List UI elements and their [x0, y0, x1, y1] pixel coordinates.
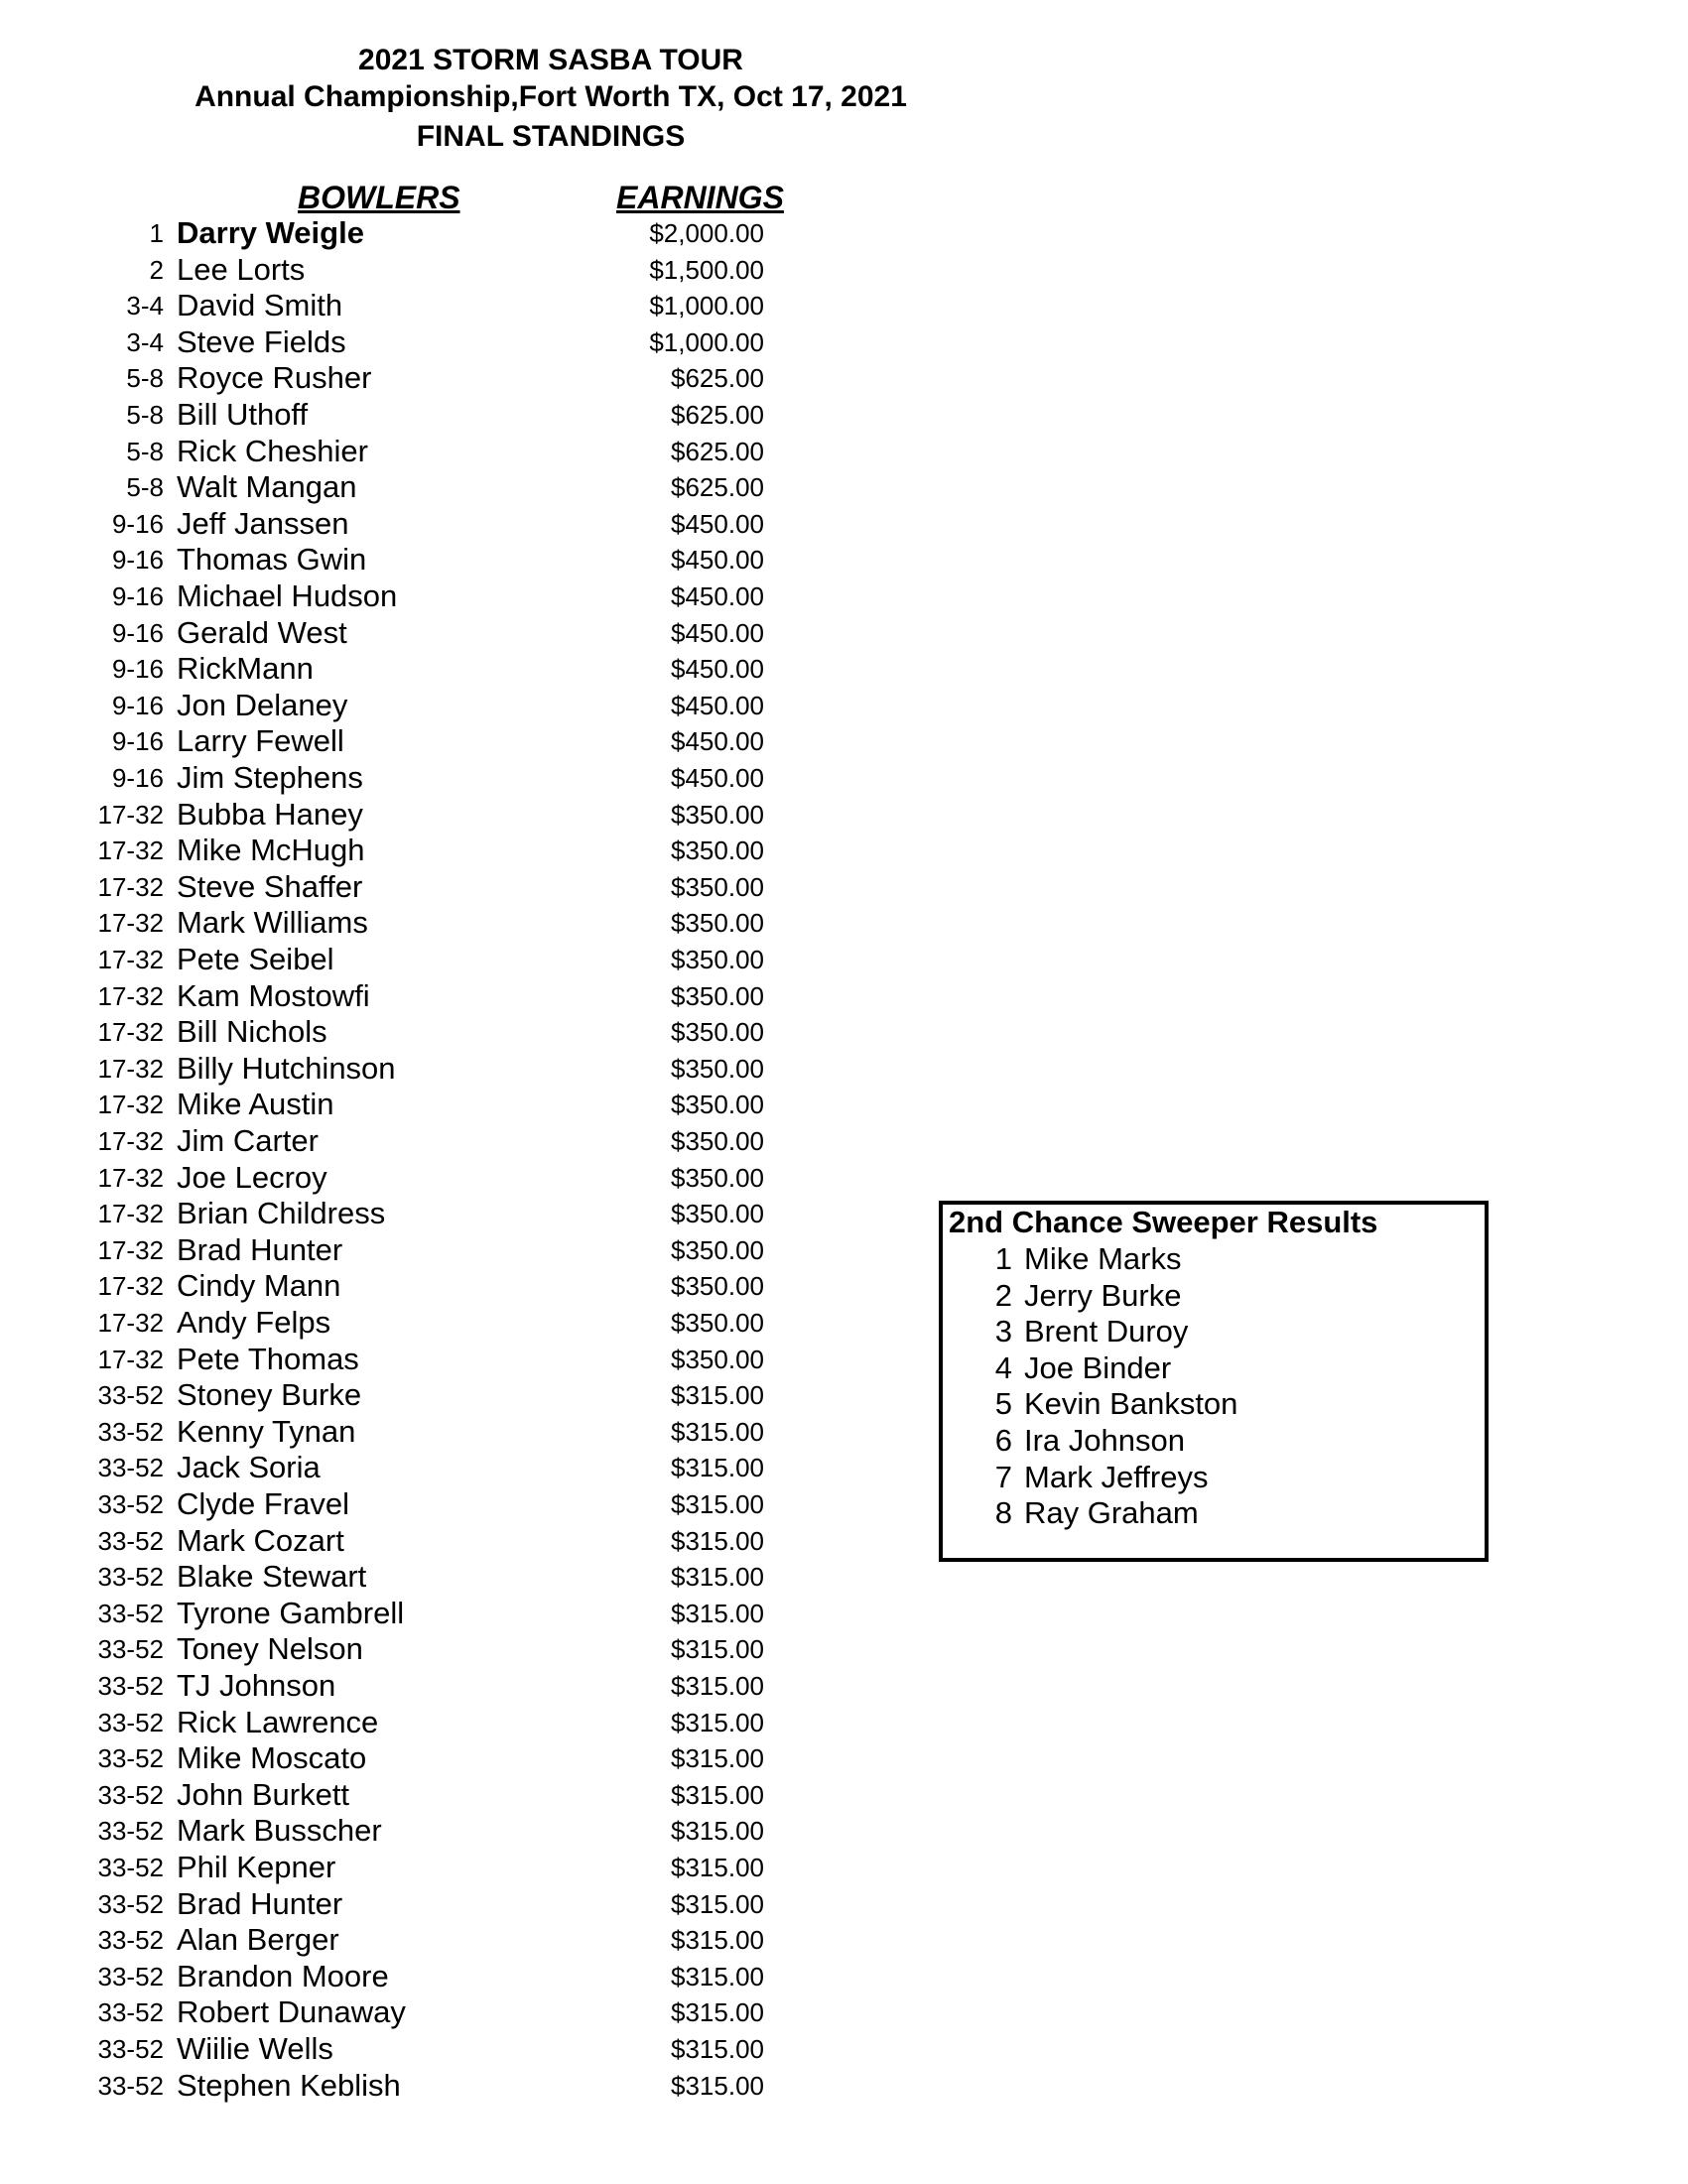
- table-row: [0, 324, 893, 360]
- place-cell: 33-52: [97, 1598, 164, 1628]
- place-cell: 5-8: [126, 400, 164, 430]
- table-row: [0, 1596, 893, 1631]
- place-cell: 17-32: [97, 835, 164, 866]
- table-row: [0, 1886, 893, 1922]
- bowler-name-cell: Pete Seibel: [177, 942, 334, 976]
- table-row: [0, 1523, 893, 1559]
- bowler-name-cell: Lee Lorts: [177, 251, 306, 287]
- bowler-name-cell: Gerald West: [177, 614, 347, 650]
- table-row: [0, 942, 893, 977]
- sweeper-results-box: [939, 1201, 1489, 1562]
- place-cell: 33-52: [97, 1671, 164, 1701]
- table-row: [0, 688, 893, 723]
- sweeper-name: Jerry Burke: [1024, 1277, 1182, 1313]
- column-header-bowlers: BOWLERS: [298, 180, 460, 215]
- earnings-cell: $1,000.00: [649, 291, 764, 321]
- table-row: [0, 1486, 893, 1522]
- sweeper-rank: 7: [994, 1459, 1012, 1494]
- place-cell: 17-32: [97, 1017, 164, 1048]
- earnings-cell: $450.00: [671, 654, 764, 685]
- page-title-tour: 2021 STORM SASBA TOUR: [358, 44, 743, 76]
- place-cell: 33-52: [97, 1453, 164, 1483]
- sweeper-name: Kevin Bankston: [1024, 1386, 1238, 1422]
- earnings-cell: $450.00: [671, 581, 764, 611]
- bowler-name-cell: Toney Nelson: [177, 1631, 363, 1667]
- bowler-name-cell: Cindy Mann: [177, 1268, 341, 1304]
- bowler-name-cell: Jeff Janssen: [177, 505, 349, 541]
- place-cell: 33-52: [97, 1961, 164, 1991]
- table-row: [0, 1994, 893, 2030]
- place-cell: 33-52: [97, 1707, 164, 1737]
- earnings-cell: $315.00: [671, 1562, 764, 1593]
- place-cell: 17-32: [97, 1308, 164, 1338]
- bowler-name-cell: Bubba Haney: [177, 796, 363, 832]
- table-row: [0, 578, 893, 614]
- earnings-cell: $450.00: [671, 726, 764, 757]
- sweeper-name: Mark Jeffreys: [1024, 1459, 1209, 1494]
- earnings-cell: $350.00: [671, 1199, 764, 1229]
- place-cell: 3-4: [126, 326, 164, 357]
- place-cell: 5-8: [126, 436, 164, 466]
- earnings-cell: $450.00: [671, 617, 764, 648]
- place-cell: 33-52: [97, 1779, 164, 1810]
- table-row: [0, 869, 893, 905]
- table-row: [0, 833, 893, 868]
- earnings-cell: $315.00: [671, 1707, 764, 1737]
- place-cell: 3-4: [126, 291, 164, 321]
- bowler-name-cell: Walt Mangan: [177, 469, 357, 505]
- bowler-name-cell: Bill Uthoff: [177, 397, 309, 432]
- list-item: [943, 1350, 1479, 1386]
- table-row: [0, 542, 893, 578]
- earnings-cell: $350.00: [671, 945, 764, 974]
- bowler-name-cell: Blake Stewart: [177, 1559, 367, 1595]
- bowler-name-cell: David Smith: [177, 288, 343, 323]
- earnings-cell: $350.00: [671, 1017, 764, 1048]
- table-row: [0, 1414, 893, 1450]
- earnings-cell: $315.00: [671, 1961, 764, 1991]
- sweeper-rank: 3: [994, 1314, 1012, 1349]
- earnings-cell: $625.00: [671, 400, 764, 430]
- page-title-event: Annual Championship,Fort Worth TX, Oct 17, 2021: [195, 80, 907, 113]
- place-cell: 17-32: [97, 1126, 164, 1156]
- table-row: [0, 1631, 893, 1667]
- earnings-cell: $315.00: [671, 2034, 764, 2064]
- table-row: [0, 1850, 893, 1885]
- earnings-cell: $625.00: [671, 472, 764, 503]
- bowler-name-cell: Steve Shaffer: [177, 868, 363, 904]
- place-cell: 17-32: [97, 799, 164, 830]
- earnings-cell: $350.00: [671, 980, 764, 1011]
- earnings-cell: $315.00: [671, 1888, 764, 1919]
- bowler-name-cell: Kenny Tynan: [177, 1413, 356, 1449]
- earnings-cell: $350.00: [671, 1126, 764, 1156]
- table-row: [0, 1160, 893, 1196]
- bowler-name-cell: Stoney Burke: [177, 1377, 362, 1413]
- place-cell: 9-16: [111, 690, 164, 720]
- bowler-name-cell: Tyrone Gambrell: [177, 1595, 405, 1630]
- bowler-name-cell: Wiilie Wells: [177, 2031, 333, 2066]
- table-row: [0, 615, 893, 651]
- table-row: [0, 2068, 893, 2104]
- table-row: [0, 1813, 893, 1849]
- place-cell: 17-32: [97, 1053, 164, 1084]
- bowler-name-cell: Brad Hunter: [177, 1231, 343, 1267]
- table-row: [0, 360, 893, 396]
- bowler-name-cell: Rick Lawrence: [177, 1704, 379, 1739]
- table-row: [0, 1777, 893, 1813]
- place-cell: 17-32: [97, 871, 164, 902]
- place-cell: 33-52: [97, 2034, 164, 2064]
- place-cell: 9-16: [111, 726, 164, 757]
- page-title-standings: FINAL STANDINGS: [416, 120, 686, 153]
- list-item: [943, 1423, 1479, 1459]
- place-cell: 17-32: [97, 1199, 164, 1229]
- place-cell: 9-16: [111, 508, 164, 539]
- table-row: [0, 1959, 893, 1994]
- place-cell: 17-32: [97, 1344, 164, 1374]
- place-cell: 1: [149, 218, 164, 248]
- bowler-name-cell: Pete Thomas: [177, 1341, 359, 1376]
- earnings-cell: $315.00: [671, 1453, 764, 1483]
- bowler-name-cell: Kam Mostowfi: [177, 977, 370, 1013]
- bowler-name-cell: RickMann: [177, 651, 314, 687]
- bowler-name-cell: Steve Fields: [177, 323, 346, 359]
- place-cell: 33-52: [97, 1925, 164, 1956]
- place-cell: 17-32: [97, 1234, 164, 1265]
- earnings-cell: $315.00: [671, 1598, 764, 1628]
- earnings-cell: $350.00: [671, 1162, 764, 1193]
- bowler-name-cell: Brad Hunter: [177, 1885, 343, 1921]
- bowler-name-cell: Andy Felps: [177, 1305, 331, 1340]
- table-row: [0, 1740, 893, 1776]
- place-cell: 33-52: [97, 1380, 164, 1411]
- bowler-name-cell: Stephen Keblish: [177, 2067, 401, 2103]
- earnings-cell: $450.00: [671, 545, 764, 576]
- bowler-name-cell: Jim Carter: [177, 1123, 319, 1158]
- earnings-cell: $350.00: [671, 1090, 764, 1120]
- table-row: [0, 1268, 893, 1304]
- bowler-name-cell: Mark Williams: [177, 905, 368, 941]
- table-row: [0, 905, 893, 941]
- earnings-cell: $625.00: [671, 363, 764, 394]
- earnings-cell: $315.00: [671, 1671, 764, 1701]
- table-row: [0, 397, 893, 433]
- table-row: [0, 797, 893, 833]
- earnings-cell: $450.00: [671, 690, 764, 720]
- list-item: [943, 1241, 1479, 1277]
- place-cell: 33-52: [97, 1997, 164, 2028]
- table-row: [0, 1559, 893, 1595]
- earnings-cell: $2,000.00: [649, 218, 764, 248]
- bowler-name-cell: Mark Busscher: [177, 1813, 382, 1849]
- earnings-cell: $625.00: [671, 436, 764, 466]
- table-row: [0, 651, 893, 687]
- table-row: [0, 1123, 893, 1159]
- earnings-cell: $315.00: [671, 1816, 764, 1847]
- earnings-cell: $1,500.00: [649, 254, 764, 285]
- place-cell: 33-52: [97, 1634, 164, 1665]
- sweeper-rank: 8: [994, 1495, 1012, 1531]
- earnings-cell: $315.00: [671, 1997, 764, 2028]
- place-cell: 33-52: [97, 2070, 164, 2101]
- table-row: [0, 1705, 893, 1740]
- table-row: [0, 1305, 893, 1341]
- earnings-cell: $315.00: [671, 1743, 764, 1774]
- bowler-name-cell: Mike Austin: [177, 1087, 334, 1122]
- bowler-name-cell: Alan Berger: [177, 1922, 339, 1958]
- table-row: [0, 1232, 893, 1268]
- earnings-cell: $315.00: [671, 1634, 764, 1665]
- bowler-name-cell: Mike McHugh: [177, 833, 365, 868]
- bowler-name-cell: Mike Moscato: [177, 1740, 367, 1776]
- place-cell: 9-16: [111, 581, 164, 611]
- bowler-name-cell: TJ Johnson: [177, 1668, 336, 1703]
- list-item: [943, 1386, 1479, 1422]
- sweeper-rank: 6: [994, 1423, 1012, 1458]
- sweeper-rank: 2: [994, 1277, 1012, 1313]
- place-cell: 17-32: [97, 908, 164, 939]
- table-row: [0, 1051, 893, 1087]
- sweeper-name: Mike Marks: [1024, 1241, 1182, 1276]
- bowler-name-cell: Thomas Gwin: [177, 542, 367, 578]
- earnings-cell: $350.00: [671, 1344, 764, 1374]
- column-header-earnings: EARNINGS: [616, 180, 784, 215]
- earnings-cell: $350.00: [671, 835, 764, 866]
- bowler-name-cell: Mark Cozart: [177, 1522, 344, 1558]
- sweeper-name: Brent Duroy: [1024, 1314, 1189, 1349]
- earnings-cell: $1,000.00: [649, 326, 764, 357]
- place-cell: 9-16: [111, 617, 164, 648]
- place-cell: 33-52: [97, 1489, 164, 1519]
- list-item: [943, 1314, 1479, 1349]
- place-cell: 17-32: [97, 1090, 164, 1120]
- table-row: [0, 1087, 893, 1122]
- bowler-name-cell: Robert Dunaway: [177, 1994, 406, 2030]
- bowler-name-cell: Brian Childress: [177, 1196, 386, 1231]
- sweeper-name: Joe Binder: [1024, 1349, 1172, 1385]
- place-cell: 33-52: [97, 1816, 164, 1847]
- place-cell: 33-52: [97, 1416, 164, 1447]
- sweeper-title: 2nd Chance Sweeper Results: [949, 1205, 1378, 1239]
- bowler-name-cell: Bill Nichols: [177, 1014, 327, 1050]
- table-row: [0, 506, 893, 542]
- bowler-name-cell: Michael Hudson: [177, 578, 398, 613]
- bowler-name-cell: Rick Cheshier: [177, 433, 368, 468]
- place-cell: 33-52: [97, 1743, 164, 1774]
- list-item: [943, 1278, 1479, 1314]
- earnings-cell: $350.00: [671, 799, 764, 830]
- bowler-name-cell: Brandon Moore: [177, 1958, 389, 1993]
- table-row: [0, 252, 893, 288]
- earnings-cell: $315.00: [671, 1489, 764, 1519]
- table-row: [0, 1196, 893, 1231]
- list-item: [943, 1495, 1479, 1531]
- earnings-cell: $315.00: [671, 1525, 764, 1556]
- table-row: [0, 1922, 893, 1958]
- bowler-name-cell: John Burkett: [177, 1776, 350, 1812]
- bowler-name-cell: Jack Soria: [177, 1450, 321, 1485]
- place-cell: 5-8: [126, 363, 164, 394]
- earnings-cell: $315.00: [671, 1416, 764, 1447]
- earnings-cell: $315.00: [671, 1779, 764, 1810]
- list-item: [943, 1460, 1479, 1495]
- earnings-cell: $350.00: [671, 1234, 764, 1265]
- sweeper-rank: 1: [994, 1241, 1012, 1276]
- place-cell: 9-16: [111, 763, 164, 793]
- sweeper-name: Ira Johnson: [1024, 1423, 1185, 1458]
- bowler-name-cell: Royce Rusher: [177, 360, 372, 396]
- place-cell: 33-52: [97, 1525, 164, 1556]
- bowler-name-cell: Billy Hutchinson: [177, 1050, 396, 1086]
- place-cell: 17-32: [97, 945, 164, 974]
- place-cell: 2: [149, 254, 164, 285]
- table-row: [0, 434, 893, 469]
- bowler-name-cell: Jon Delaney: [177, 687, 348, 722]
- table-row: [0, 215, 893, 251]
- table-row: [0, 1450, 893, 1485]
- table-row: [0, 2031, 893, 2067]
- place-cell: 9-16: [111, 545, 164, 576]
- sweeper-rank: 4: [994, 1349, 1012, 1385]
- place-cell: 17-32: [97, 980, 164, 1011]
- earnings-cell: $350.00: [671, 1271, 764, 1302]
- table-row: [0, 760, 893, 796]
- place-cell: 33-52: [97, 1562, 164, 1593]
- earnings-cell: $315.00: [671, 1853, 764, 1882]
- earnings-cell: $315.00: [671, 1925, 764, 1956]
- sweeper-name: Ray Graham: [1024, 1495, 1199, 1531]
- bowler-name-cell: Joe Lecroy: [177, 1159, 327, 1195]
- table-row: [0, 469, 893, 505]
- place-cell: 5-8: [126, 472, 164, 503]
- earnings-cell: $350.00: [671, 871, 764, 902]
- bowler-name-cell: Larry Fewell: [177, 723, 344, 759]
- earnings-cell: $315.00: [671, 1380, 764, 1411]
- table-row: [0, 1668, 893, 1704]
- place-cell: 33-52: [97, 1853, 164, 1882]
- earnings-cell: $350.00: [671, 1053, 764, 1084]
- table-row: [0, 723, 893, 759]
- table-row: [0, 288, 893, 323]
- earnings-cell: $315.00: [671, 2070, 764, 2101]
- table-row: [0, 978, 893, 1014]
- earnings-cell: $350.00: [671, 908, 764, 939]
- bowler-name-cell: Phil Kepner: [177, 1850, 336, 1884]
- bowler-name-cell: Clyde Fravel: [177, 1486, 349, 1521]
- earnings-cell: $350.00: [671, 1308, 764, 1338]
- place-cell: 17-32: [97, 1162, 164, 1193]
- earnings-cell: $450.00: [671, 508, 764, 539]
- table-row: [0, 1342, 893, 1377]
- bowler-name-cell: Darry Weigle: [177, 215, 364, 250]
- earnings-cell: $450.00: [671, 763, 764, 793]
- place-cell: 9-16: [111, 654, 164, 685]
- table-row: [0, 1014, 893, 1050]
- place-cell: 17-32: [97, 1271, 164, 1302]
- table-row: [0, 1377, 893, 1413]
- bowler-name-cell: Jim Stephens: [177, 760, 363, 795]
- sweeper-rank: 5: [994, 1386, 1012, 1422]
- place-cell: 33-52: [97, 1888, 164, 1919]
